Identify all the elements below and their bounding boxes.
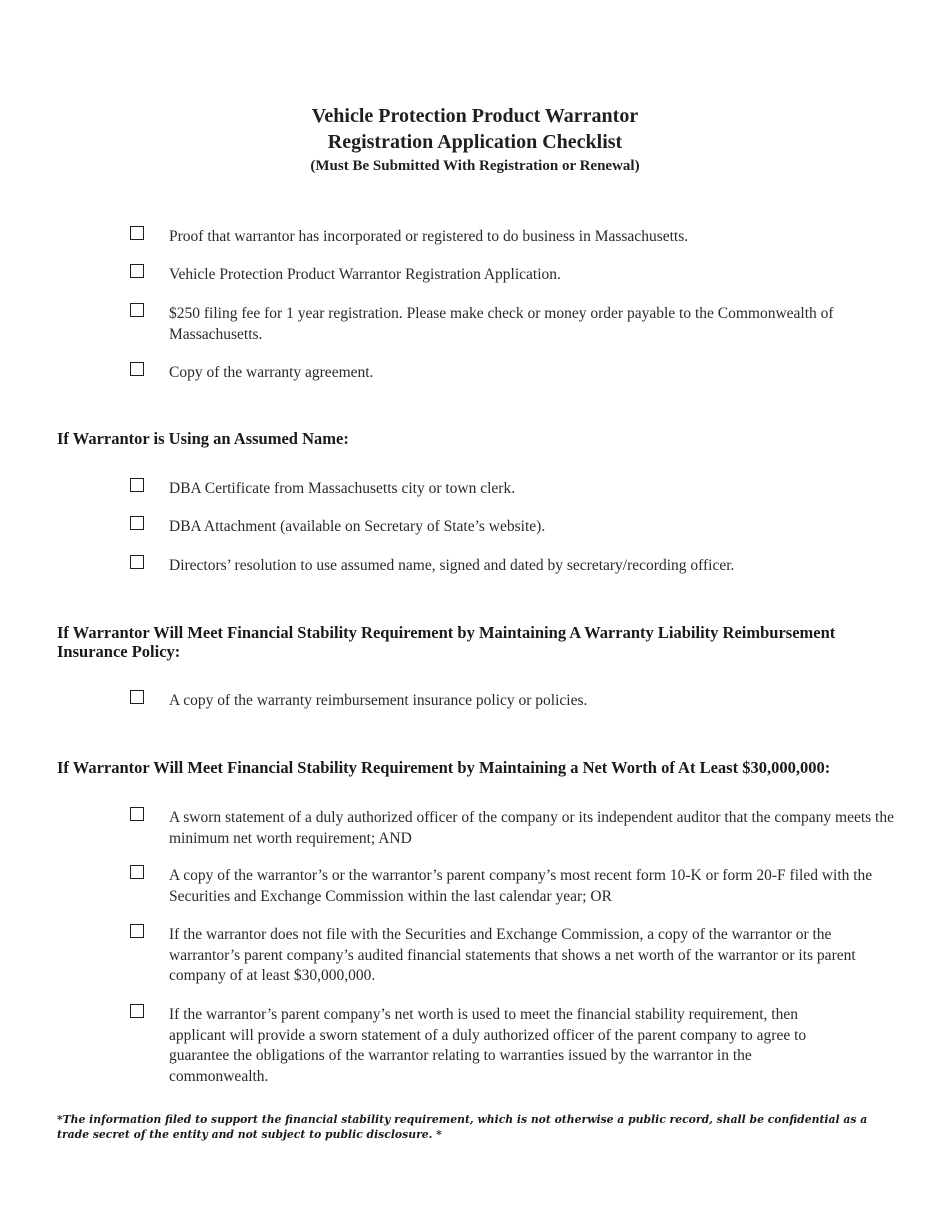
title-block [0,103,950,176]
checkbox[interactable] [130,807,144,821]
checklist-item-label: $250 filing fee for 1 year registration. Please make check or money order payable to the Commonwealth of Massachusetts. [169,305,834,343]
checklist-item-label: Vehicle Protection Product Warrantor Registration Application. [169,266,561,283]
page-title-line-2: Registration Application Checklist [327,131,623,153]
checkbox[interactable] [130,303,144,317]
checkbox[interactable] [130,1004,144,1018]
checklist-item-label: A copy of the warrantor’s or the warrantor’s parent company’s most recent form 10-K or form 20-F filed with the Securities and Exchange Commission within the last calendar year; OR [169,867,873,905]
checkbox[interactable] [130,555,144,569]
checkbox[interactable] [130,865,144,879]
checklist-item-label: If the warrantor’s parent company’s net worth is used to meet the financial stability requirement, then applicant will provide a sworn statement of a duly authorized officer of the parent company to agree to guarantee the obligations of the warrantor relating to warranties issued by the warrantor in the commonwealth. [169,1006,807,1085]
checklist-item-label: A sworn statement of a duly authorized officer of the company or its independent auditor that the company meets the minimum net worth requirement; AND [169,809,894,847]
checklist-item-label: Copy of the warranty agreement. [169,364,374,381]
checkbox[interactable] [130,362,144,376]
confidentiality-footnote: *The information filed to support the financial stability requirement, which is not otherwise a public record, shall be confidential as a trade secret of the entity and not subject to public disclosure. * [57,1113,868,1141]
checkbox[interactable] [130,690,144,704]
section-heading-insurance-policy: If Warrantor Will Meet Financial Stability Requirement by Maintaining A Warranty Liability Reimbursement Insurance Policy: [57,623,836,661]
checkbox[interactable] [130,226,144,240]
page-title-line-1: Vehicle Protection Product Warrantor [311,105,639,127]
section-heading-assumed-name: If Warrantor is Using an Assumed Name: [57,429,349,448]
checkbox[interactable] [130,478,144,492]
section-heading-net-worth: If Warrantor Will Meet Financial Stability Requirement by Maintaining a Net Worth of At Least $30,000,000: [57,758,831,777]
checklist-item-label: DBA Certificate from Massachusetts city or town clerk. [169,480,516,497]
checklist-item-label: Directors’ resolution to use assumed name, signed and dated by secretary/recording officer. [169,557,735,574]
checklist-item-label: DBA Attachment (available on Secretary of State’s website). [169,518,546,535]
checklist-item-label: Proof that warrantor has incorporated or registered to do business in Massachusetts. [169,228,689,245]
checkbox[interactable] [130,924,144,938]
checklist-item-label: A copy of the warranty reimbursement insurance policy or policies. [169,692,588,709]
checkbox[interactable] [130,264,144,278]
checkbox[interactable] [130,516,144,530]
checklist-item-label: If the warrantor does not file with the Securities and Exchange Commission, a copy of the warrantor or the warrantor’s parent company’s audited financial statements that shows a net worth of the warrantor or its parent company of at least $30,000,000. [169,926,856,984]
page-subtitle: (Must Be Submitted With Registration or Renewal) [310,158,640,174]
